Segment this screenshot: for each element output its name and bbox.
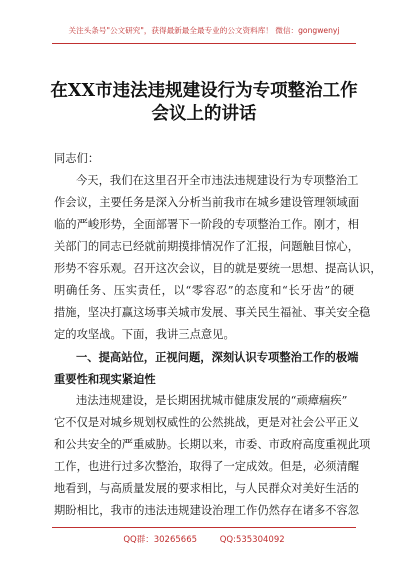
title-line-2: 会议上的讲话 (151, 104, 257, 124)
body-line: 它不仅是对城乡规划权威性的公然挑战，更是对社会公平正义 (54, 416, 360, 429)
title-line-1: 在XX市违法违规建设行为专项整治工作 (50, 81, 358, 101)
footer-qq-number: QQ:535304092 (219, 535, 285, 545)
body-line: 违法违规建设，是长期困扰城市健康发展的“顽瘴痼疾” (76, 394, 348, 407)
body-line: 定的攻坚战。下面，我讲三点意见。 (54, 328, 235, 341)
header-note: 关注头条号"公文研究"，获得最新最全最专业的公文资料库！ 微信：gongwenyj (68, 26, 340, 35)
document-body (54, 148, 382, 522)
body-line: 作会议，主要任务是深入分析当前我市在城乡建设管理领域面 (54, 196, 360, 209)
body-line: 地看到，与高质量发展的要求相比，与人民群众对美好生活的 (54, 482, 360, 495)
body-line: 形势不容乐观。召开这次会议，目的就是要统一思想、提高认识， (54, 262, 382, 275)
footer-qq-group: QQ群：30265665 (123, 535, 198, 545)
header-rule (52, 43, 356, 44)
body-line: 关部门的同志已经就前期摸排情况作了汇报，问题触目惊心， (54, 240, 360, 253)
body-line: 今天，我们在这里召开全市违法违规建设行为专项整治工 (76, 174, 359, 187)
body-line: 期盼相比，我市的违法违规建设治理工作仍然存在诸多不容忽 (54, 504, 360, 517)
body-line: 临的严峻形势，全面部署下一阶段的专项整治工作。刚才，相 (54, 218, 360, 231)
section-heading: 一、提高站位，正视问题，深刻认识专项整治工作的极端 (76, 350, 359, 364)
footer-rule (52, 527, 356, 528)
footer-contact (0, 533, 408, 545)
body-line: 明确任务、压实责任，以“零容忍”的态度和“长牙齿”的硬 (54, 284, 354, 297)
body-line: 措施，坚决打赢这场事关城市发展、事关民生福祉、事关安全稳 (54, 306, 371, 319)
body-line: 和公共安全的严重威胁。长期以来，市委、市政府高度重视此项 (54, 438, 371, 451)
salutation: 同志们： (54, 152, 100, 165)
document-title (40, 80, 368, 126)
section-heading: 重要性和现实紧迫性 (54, 372, 156, 386)
body-line: 工作，也进行过多次整治，取得了一定成效。但是，必须清醒 (54, 460, 360, 473)
